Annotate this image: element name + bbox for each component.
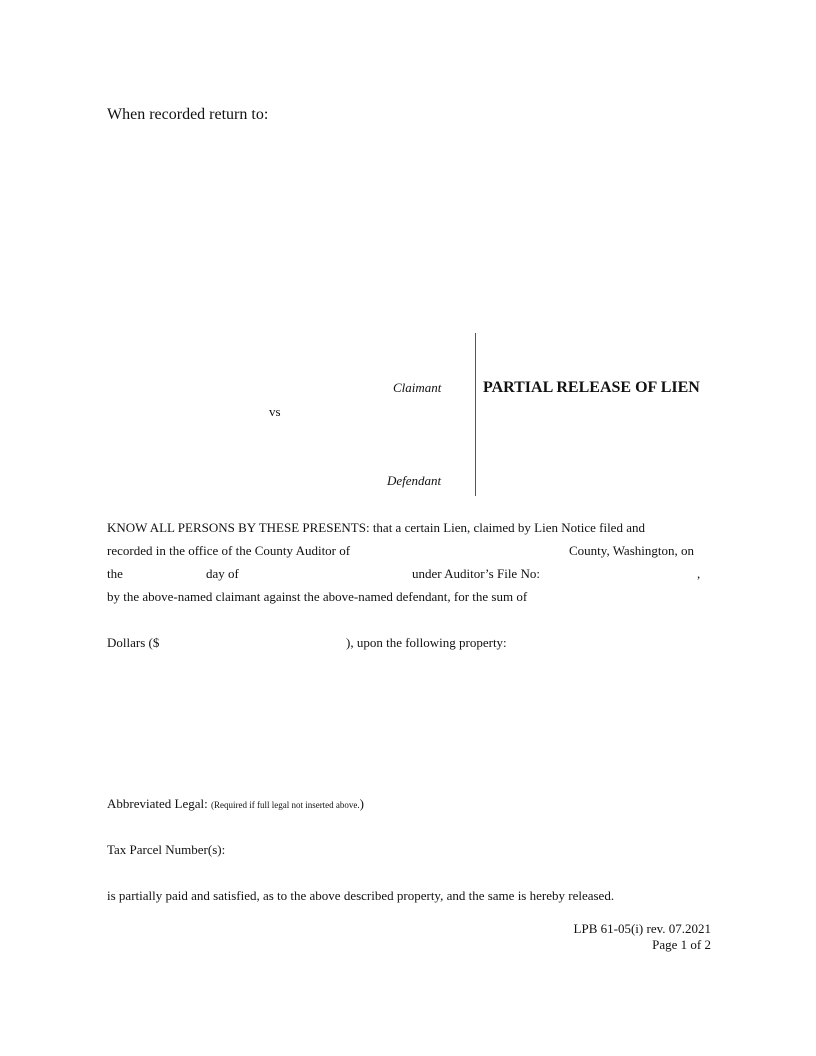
claimant-label: Claimant: [393, 380, 442, 395]
return-to-label: When recorded return to:: [107, 106, 269, 123]
page-footer: [574, 921, 711, 953]
body-line-1: KNOW ALL PERSONS BY THESE PRESENTS: that a certain Lien, claimed by Lien Notice filed and: [107, 520, 645, 535]
auditor-file-no-text: under Auditor’s File No:: [412, 566, 540, 581]
defendant-label: Defendant: [387, 473, 442, 488]
page-number: Page 1 of 2: [652, 937, 711, 952]
county-washington-text: County, Washington, on: [569, 543, 694, 558]
dollars-label: Dollars ($: [107, 635, 160, 650]
abbreviated-legal-label: Abbreviated Legal:: [107, 796, 211, 811]
day-of-text: day of: [206, 566, 239, 581]
form-number: LPB 61-05(i) rev. 07.2021: [573, 921, 711, 936]
the-text: the: [107, 566, 123, 581]
released-statement: is partially paid and satisfied, as to the above described property, and the same is hereby released.: [107, 888, 615, 903]
document-title: PARTIAL RELEASE OF LIEN: [483, 379, 700, 396]
body-line-4: by the above-named claimant against the above-named defendant, for the sum of: [107, 589, 528, 604]
abbreviated-legal: [107, 796, 364, 812]
caption-divider: [475, 333, 476, 496]
tax-parcel-label: Tax Parcel Number(s):: [107, 842, 226, 857]
file-no-comma: ,: [697, 566, 701, 581]
county-auditor-text: recorded in the office of the County Auditor of: [107, 543, 351, 558]
following-property-text: ), upon the following property:: [346, 635, 507, 650]
vs-label: vs: [269, 404, 281, 419]
abbreviated-legal-close: ): [359, 796, 365, 811]
abbreviated-legal-note: (Required if full legal not inserted above.: [210, 800, 360, 810]
